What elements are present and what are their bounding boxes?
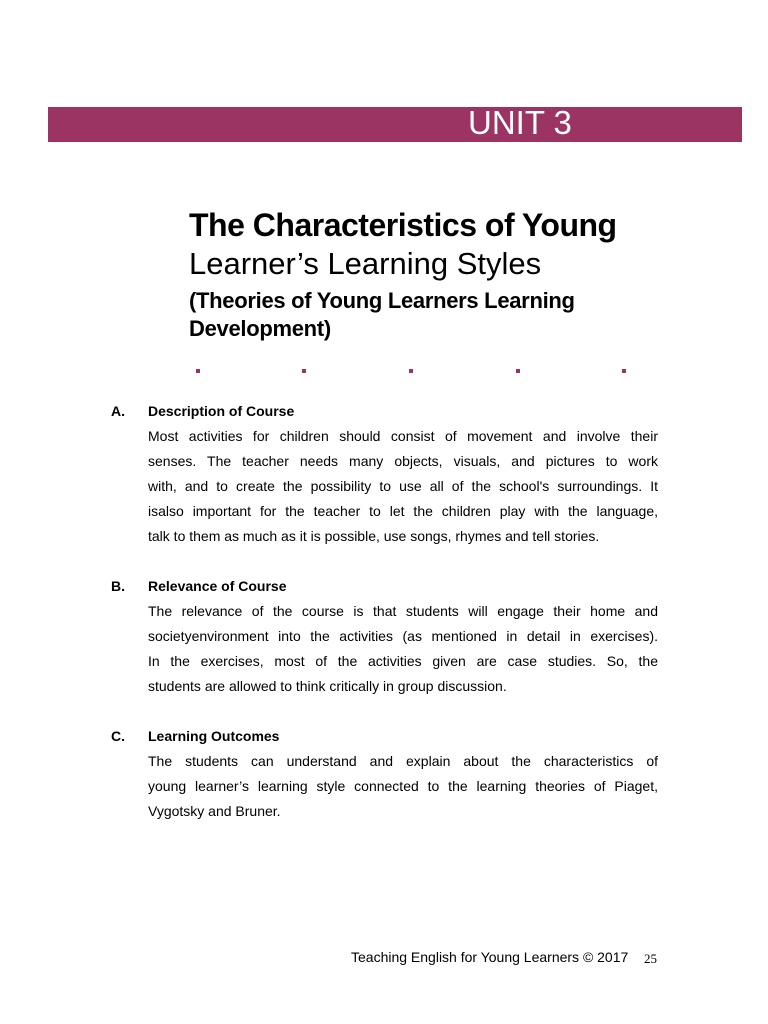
body-line: In the exercises, most of the activities given are case studies. So, the <box>148 653 658 669</box>
body-line: The students can understand and explain about the characteristics of <box>148 753 658 769</box>
body-line: isalso important for the teacher to let the children play with the language, <box>148 503 658 519</box>
unit-banner <box>48 104 742 142</box>
divider-dot <box>302 369 306 373</box>
section-body <box>148 424 658 549</box>
section-heading: Description of Course <box>148 403 295 419</box>
body-line: students are allowed to think critically in group discussion. <box>148 678 507 694</box>
body-line: senses. The teacher needs many objects, visuals, and pictures to work <box>148 453 658 469</box>
divider-dot <box>196 369 200 373</box>
title-block <box>189 205 689 343</box>
body-line: Vygotsky and Bruner. <box>148 803 281 819</box>
section-marker: A. <box>111 403 125 419</box>
title-second-line: Learner’s Learning Styles <box>189 246 542 281</box>
section-heading: Learning Outcomes <box>148 728 280 744</box>
section-body <box>148 749 658 824</box>
divider-dot <box>622 369 626 373</box>
body-line: Most activities for children should consist of movement and involve their <box>148 428 658 444</box>
divider-dot <box>516 369 520 373</box>
title-main: The Characteristics of Young <box>189 207 617 243</box>
footer-text: Teaching English for Young Learners © 2017 <box>351 949 629 965</box>
divider-dot <box>409 369 413 373</box>
body-line: talk to them as much as it is possible, use songs, rhymes and tell stories. <box>148 528 600 544</box>
section-heading: Relevance of Course <box>148 578 287 594</box>
section-marker: C. <box>111 728 125 744</box>
subtitle-line2: Development) <box>189 316 331 341</box>
section-body <box>148 599 658 699</box>
unit-label: UNIT 3 <box>468 104 572 141</box>
dot-divider <box>196 369 636 375</box>
body-line: The relevance of the course is that students will engage their home and <box>148 603 658 619</box>
section-marker: B. <box>111 578 125 594</box>
body-line: with, and to create the possibility to use all of the school's surroundings. It <box>148 478 658 494</box>
body-line: societyenvironment into the activities (as mentioned in detail in exercises). <box>148 628 658 644</box>
body-line: young learner’s learning style connected to the learning theories of Piaget, <box>148 778 658 794</box>
page-number: 25 <box>644 951 657 966</box>
subtitle-line1: (Theories of Young Learners Learning <box>189 288 575 313</box>
